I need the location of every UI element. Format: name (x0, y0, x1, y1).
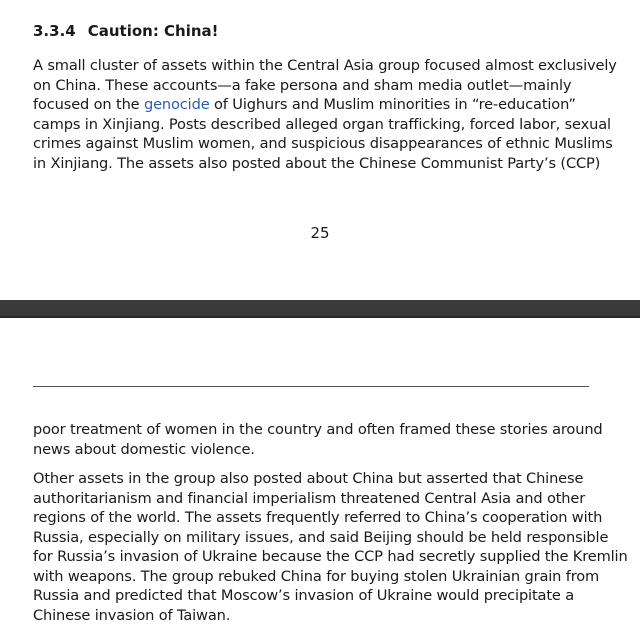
page-header-rule (33, 386, 589, 387)
text-line: Chinese invasion of Taiwan. (33, 606, 231, 624)
text-fragment: focused on the (33, 96, 144, 113)
text-line: camps in Xinjiang. Posts described alleged organ trafficking, forced labor, sexual (33, 115, 611, 133)
page-number: 25 (310, 224, 330, 242)
paragraph-china-cluster (33, 56, 617, 173)
text-line: Russia, especially on military issues, and said Beijing should be held responsible (33, 528, 609, 546)
document-page-upper (0, 0, 640, 300)
text-line: regions of the world. The assets frequently referred to China’s cooperation with (33, 509, 603, 526)
text-line: Other assets in the group also posted about China but asserted that Chinese (33, 470, 584, 487)
paragraph-continued (33, 420, 603, 459)
page-separator (0, 300, 640, 318)
text-line: poor treatment of women in the country and often framed these stories around (33, 421, 603, 438)
paragraph-china-imperialism (33, 469, 628, 625)
text-line: authoritarianism and financial imperialism threatened Central Asia and other (33, 489, 586, 507)
section-heading (33, 22, 219, 40)
genocide-link[interactable]: genocide (143, 96, 210, 113)
text-line: for Russia’s invasion of Ukraine because the CCP had secretly supplied the Kremlin (33, 548, 628, 565)
text-line: news about domestic violence. (33, 440, 255, 458)
text-line (33, 95, 593, 115)
text-fragment: of Uighurs and Muslim minorities in “re-education” (214, 96, 576, 113)
text-line: with weapons. The group rebuked China for buying stolen Ukrainian grain from (33, 567, 600, 585)
text-line: on China. These accounts—a fake persona and sham media outlet—mainly (33, 76, 572, 94)
text-line: in Xinjiang. The assets also posted about the Chinese Communist Party’s (CCP) (33, 154, 601, 172)
section-title: Caution: China! (87, 22, 219, 40)
text-line: A small cluster of assets within the Central Asia group focused almost exclusively (33, 57, 617, 74)
section-number: 3.3.4 (33, 22, 76, 40)
text-line: crimes against Muslim women, and suspicious disappearances of ethnic Muslims (33, 135, 613, 152)
text-line: Russia and predicted that Moscow’s invasion of Ukraine would precipitate a (33, 587, 575, 604)
